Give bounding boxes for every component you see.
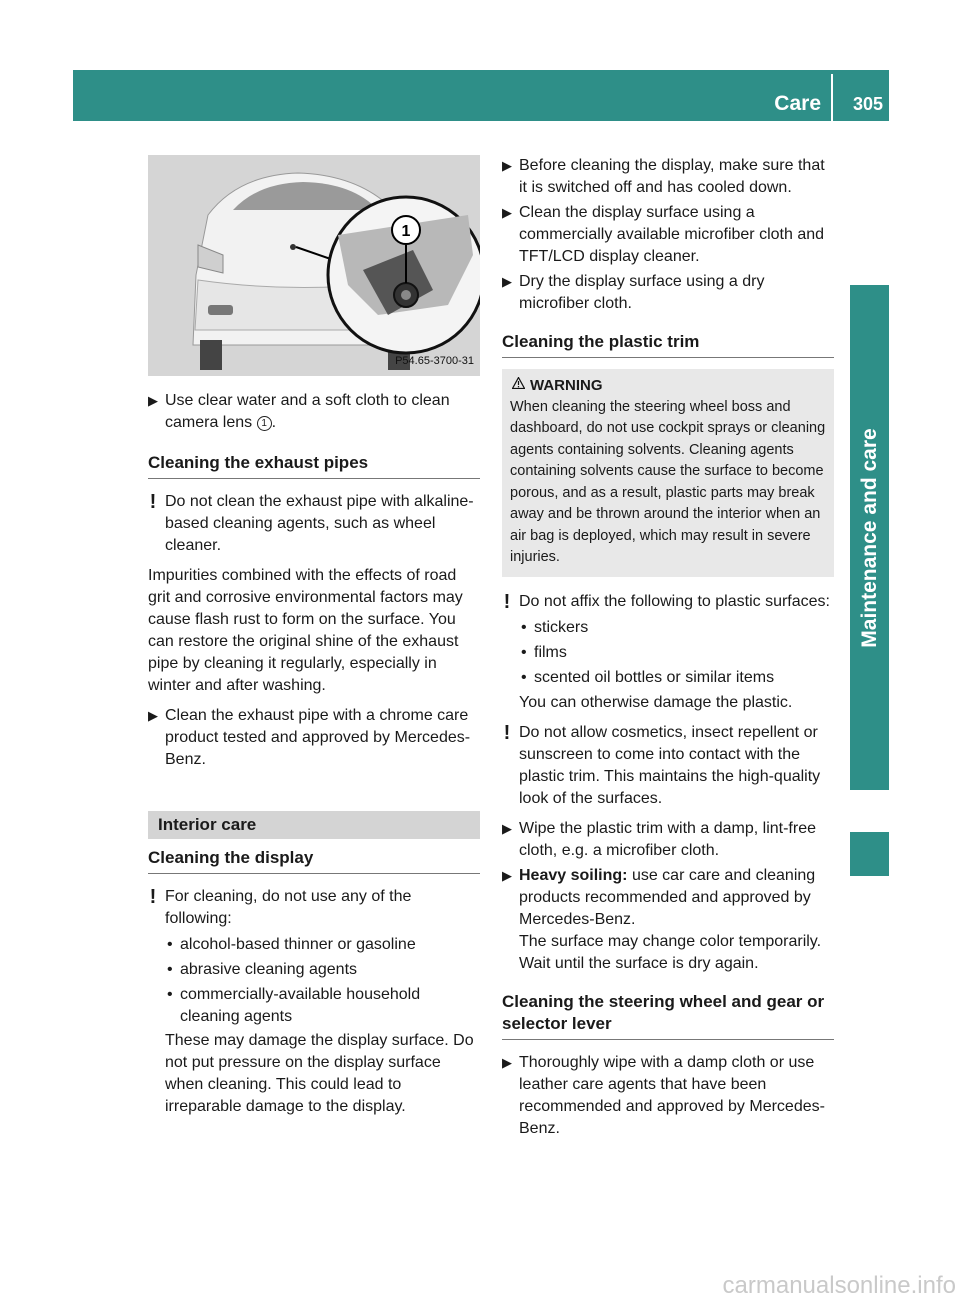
page-header [73,70,889,121]
warning-triangle-icon [512,377,525,389]
step-arrow-icon: ▶ [502,205,512,220]
exhaust-paragraph: Impurities combined with the effects of road grit and corrosive environmental factors may cause flash rust to form on the surface. You can restore the original shine of the exhaust pipe by cleaning it regularly, especially in winter and after washing. [148,567,463,694]
plastic-note-1-end: You can otherwise damage the plastic. [519,693,793,711]
plastic-step-1: ▶ Wipe the plastic trim with a damp, lint-free cloth, e.g. a microfiber cloth. [502,819,816,859]
list-item: • abrasive cleaning agents [167,959,480,981]
steering-step: ▶ Thoroughly wipe with a damp cloth or use leather care agents that have been recommended and approved by Mercedes-Benz. [502,1053,825,1137]
step-arrow-icon: ▶ [502,274,512,289]
steering-heading: Cleaning the steering wheel and gear or selector lever [502,991,834,1040]
caution-icon: ! [503,590,511,613]
footer-watermark: carmanualsonline.info [722,1272,956,1299]
side-tab-marker [850,832,889,876]
step-arrow-icon: ▶ [502,158,512,173]
camera-cleaning-step: ▶ Use clear water and a soft cloth to clean camera lens 1 . [148,392,450,431]
interior-care-banner: Interior care [148,811,480,839]
display-step-1: ▶ Before cleaning the display, make sure that it is switched off and has cooled down. [502,157,825,196]
display-step-2: ▶ Clean the display surface using a commercially available microfiber cloth and TFT/LCD display cleaner. [502,204,825,265]
chapter-title: Care [774,92,821,115]
step-arrow-icon: ▶ [502,1054,512,1070]
step-arrow-icon: ▶ [502,867,512,883]
caution-icon: ! [149,886,157,908]
right-column [502,155,834,1140]
callout-1-icon: 1 [257,416,272,431]
step-arrow-icon: ▶ [502,820,512,836]
warning-title: WARNING [510,375,826,397]
exhaust-heading: Cleaning the exhaust pipes [148,452,480,479]
plastic-step-2: ▶ Heavy soiling: use car care and cleaning products recommended and approved by Mercedes-Benz. The surface may change color temporarily. Wait until the surface is dry again. [502,866,822,972]
list-item: • films [521,642,834,664]
list-item: • stickers [521,617,834,639]
display-heading: Cleaning the display [148,847,480,874]
plastic-heading: Cleaning the plastic trim [502,331,834,358]
exhaust-step: ▶ Clean the exhaust pipe with a chrome care product tested and approved by Mercedes-Benz. [148,707,471,768]
caution-icon: ! [503,721,511,744]
list-item: • commercially-available household cleaning agents [167,984,480,1028]
page-number: 305 [852,94,883,114]
display-note: ! For cleaning, do not use any of the following: [149,886,412,927]
plastic-bullets [521,617,834,689]
warning-text: When cleaning the steering wheel boss and dashboard, do not use cockpit sprays or cleaning agents containing solvents. Cleaning agents containing solvents cause the surface to become porous, and as a result, plastic parts may break away and be thrown around the interior when an air bag is deployed, which may result in severe injuries. [510,398,826,565]
display-paragraph: These may damage the display surface. Do not put pressure on the display surface when cleaning. This could lead to irreparable damage to the display. [165,1032,474,1115]
warning-box [502,369,834,577]
section-side-tab [850,285,889,790]
list-item: • alcohol-based thinner or gasoline [167,934,480,956]
rear-camera-figure [148,155,480,376]
left-column [148,155,480,1118]
exhaust-note: ! Do not clean the exhaust pipe with alkaline-based cleaning agents, such as wheel cleaner. [149,491,474,554]
figure-code: P54.65-3700-31 [395,355,474,367]
plastic-note-2: ! Do not allow cosmetics, insect repellent or sunscreen to come into contact with the plastic trim. This maintains the high-quality look of the surfaces. [503,721,821,807]
step-arrow-icon: ▶ [148,393,158,408]
header-divider [831,74,833,121]
step-arrow-icon: ▶ [148,708,158,723]
caution-icon: ! [149,491,157,513]
plastic-note-1: ! Do not affix the following to plastic surfaces: [503,590,830,613]
figure-callout-number: 1 [401,223,411,240]
list-item: • scented oil bottles or similar items [521,667,834,689]
car-rear-illustration [148,155,480,376]
display-bullets [167,934,480,1028]
side-tab-label: Maintenance and care [857,427,881,648]
display-step-3: ▶ Dry the display surface using a dry microfiber cloth. [502,273,765,312]
